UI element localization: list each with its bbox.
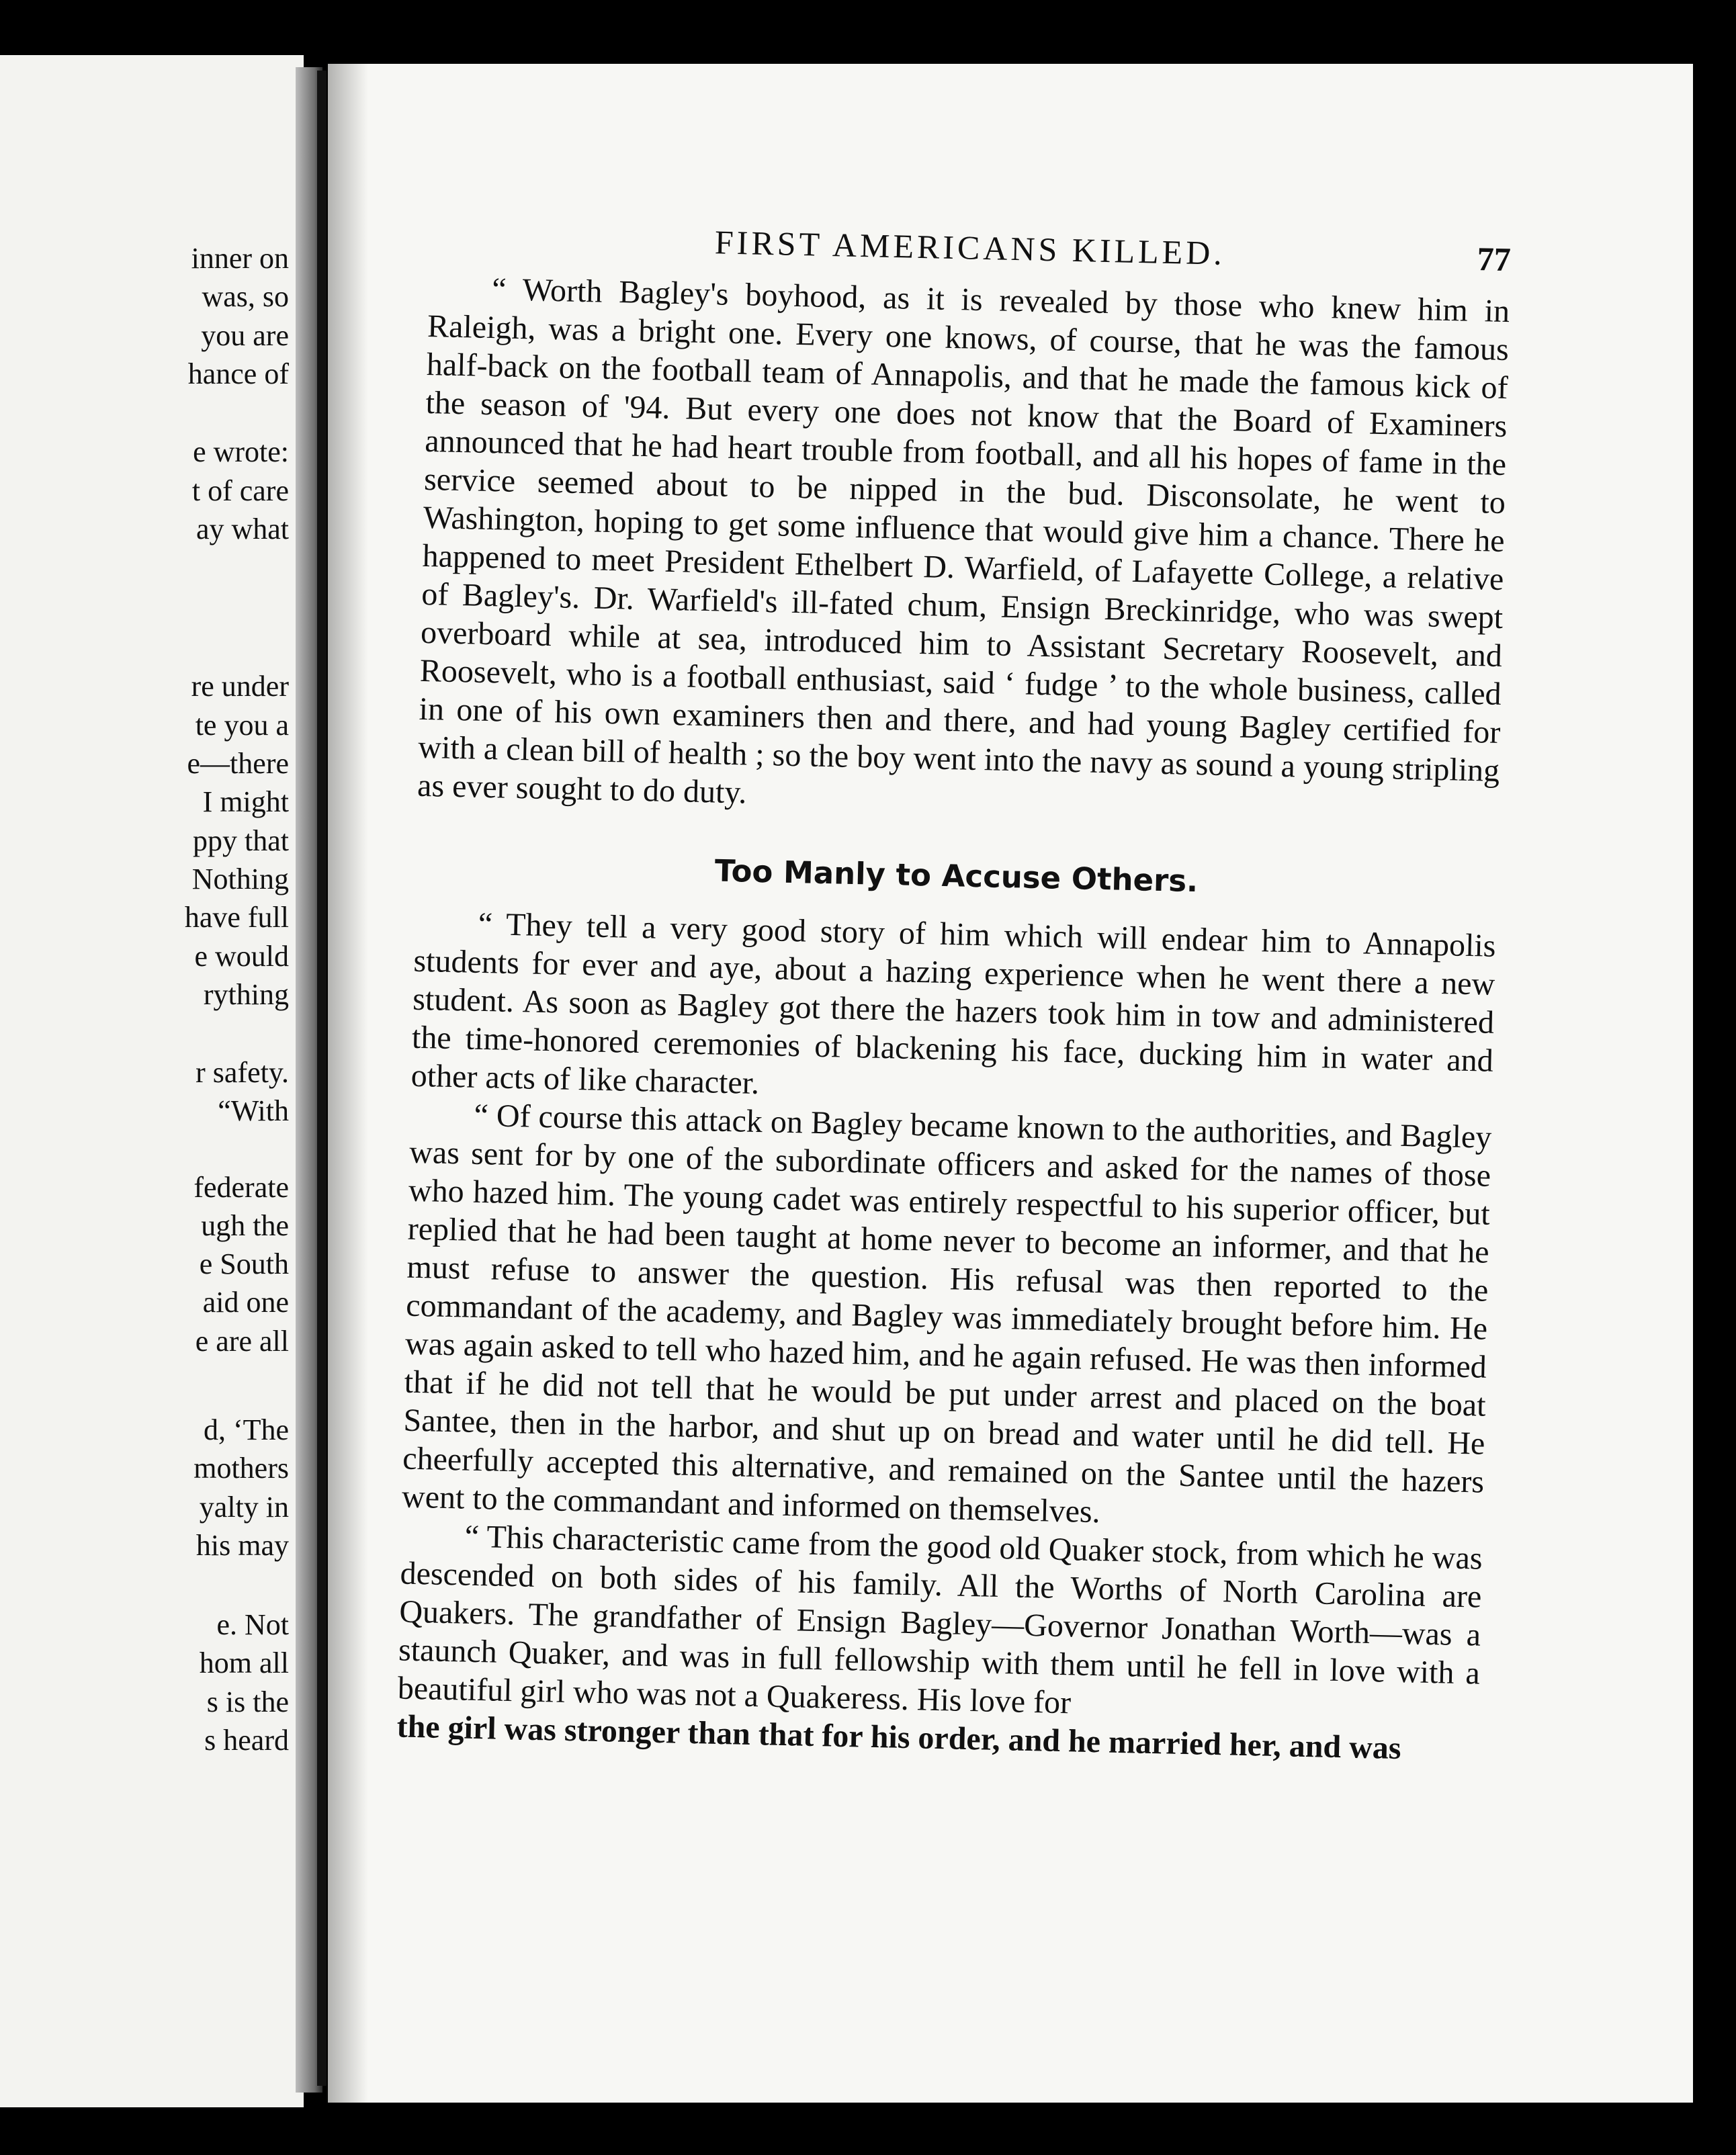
left-page-text-fragment: mothers [193,1452,289,1485]
left-page-text-fragment: s heard [204,1724,289,1757]
left-page-text-fragment: you are [201,319,289,352]
left-page-text-fragment: ppy that [193,824,289,857]
left-page-text-fragment: e would [194,940,289,973]
paragraph: “ They tell a very good story of him which will endear him to Annapolis students for ever and aye, about a hazing experience when he went there a new student. As soon as Bagley got there the hazers took him in tow and administered the time-honored ceremonies of blackening his face, ducking him in water and other acts of like character. [410,906,1496,1101]
paragraph: “ Worth Bagley's boyhood, as it is revealed by those who knew him in Raleigh, was a bright one. Every one knows, of course, that he was the famous half-back on the football team of Annapolis, and that he made the famous kick of the season of '94. But every one does not know that the Board of Examiners announced that he had heart trouble from football, and all his hopes of fame in the service seemed about to be nipped in the bud. Disconsolate, he went to Washington, hoping to get some influence that would give him a chance. There he happened to meet President Ethelbert D. Warfield, of Lafayette College, a relative of Bagley's. Dr. Warfield's ill-fated chum, Ensign Breckinridge, who was swept overboard while at sea, introduced him to Assistant Secretary Roosevelt, and Roosevelt, who is a football enthusiast, said ‘ fudge ’ to the whole business, called in one of his own examiners then and there, and had young Bagley certified for with a clean bill of health ; so the boy went into the navy as sound a young stripling as ever sought to do duty. [417,271,1510,811]
left-page [0,55,304,2107]
left-page-text-fragment: have full [184,901,289,934]
left-page-text-fragment: was, so [202,280,289,313]
page-content [396,208,1512,1769]
book-spine-shadow [317,71,327,2086]
running-title: FIRST AMERICANS KILLED. [714,223,1226,272]
left-page-text-fragment: d, ‘The [203,1413,289,1446]
left-page-text-fragment: e—there [187,747,289,780]
left-page-text-fragment: ay what [196,513,289,545]
left-page-text-fragment: inner on [191,242,289,275]
paragraph: “ This characteristic came from the good old Quaker stock, from which he was descended on both sides of his family. All the Worths of North Carolina are Quakers. The grandfather of Ensign Bagley—Governor Jonathan Worth—was a staunch Quaker, and was in full fellowship with them until he fell in love with a beautiful girl who was not a Quakeress. His love for [397,1518,1483,1721]
left-page-text-fragment: rything [203,978,289,1011]
left-page-text-fragment: t of care [191,474,289,507]
left-page-text-fragment: federate [193,1171,289,1204]
left-page-text-fragment: te you a [195,709,289,742]
left-page-text-fragment: s is the [206,1685,289,1718]
left-page-text-fragment: “With [218,1094,289,1127]
left-page-text-fragment: e South [199,1247,289,1280]
page-number: 77 [1477,240,1512,279]
last-line: the girl was stronger than that for his order, and he married her, and was [396,1708,1402,1767]
left-page-text-fragment: r safety. [196,1056,289,1089]
paragraph: “ Of course this attack on Bagley became known to the authorities, and Bagley was sent for by one of the subordinate officers and asked for the names of those who hazed him. The young cadet was entirely respectful to his superior officer, but replied that he had been taught at home never to become an informer, and that he must refuse to answer the question. His refusal was then reported to the commandant of the academy, and Bagley was immediately brought before him. He was again asked to tell who hazed him, and he again refused. He was then informed that if he did not tell that he would be put under arrest and placed on the boat Santee, then in the harbor, and shut up on bread and water until he did tell. He cheerfully accepted this alternative, and remained on the Santee until the hazers went to the commandant and informed on themselves. [401,1097,1492,1530]
left-page-text-fragment: Nothing [191,863,289,895]
left-page-text-fragment: yalty in [199,1491,289,1524]
left-page-text-fragment: e are all [195,1325,289,1358]
left-page-text-fragment: re under [191,670,289,703]
left-page-text-fragment: aid one [202,1286,289,1319]
section-heading: Too Manly to Accuse Others. [714,852,1199,899]
left-page-text-fragment: hom all [199,1646,289,1679]
left-page-text-fragment: hance of [187,357,289,390]
page-curve-shadow [328,64,368,2103]
left-page-text-fragment: ugh the [201,1209,289,1242]
left-page-text-fragment: his may [196,1529,289,1562]
left-page-text-fragment: e wrote: [193,435,289,468]
left-page-text-fragment: I might [202,785,289,818]
left-page-text-fragment: e. Not [216,1608,289,1641]
